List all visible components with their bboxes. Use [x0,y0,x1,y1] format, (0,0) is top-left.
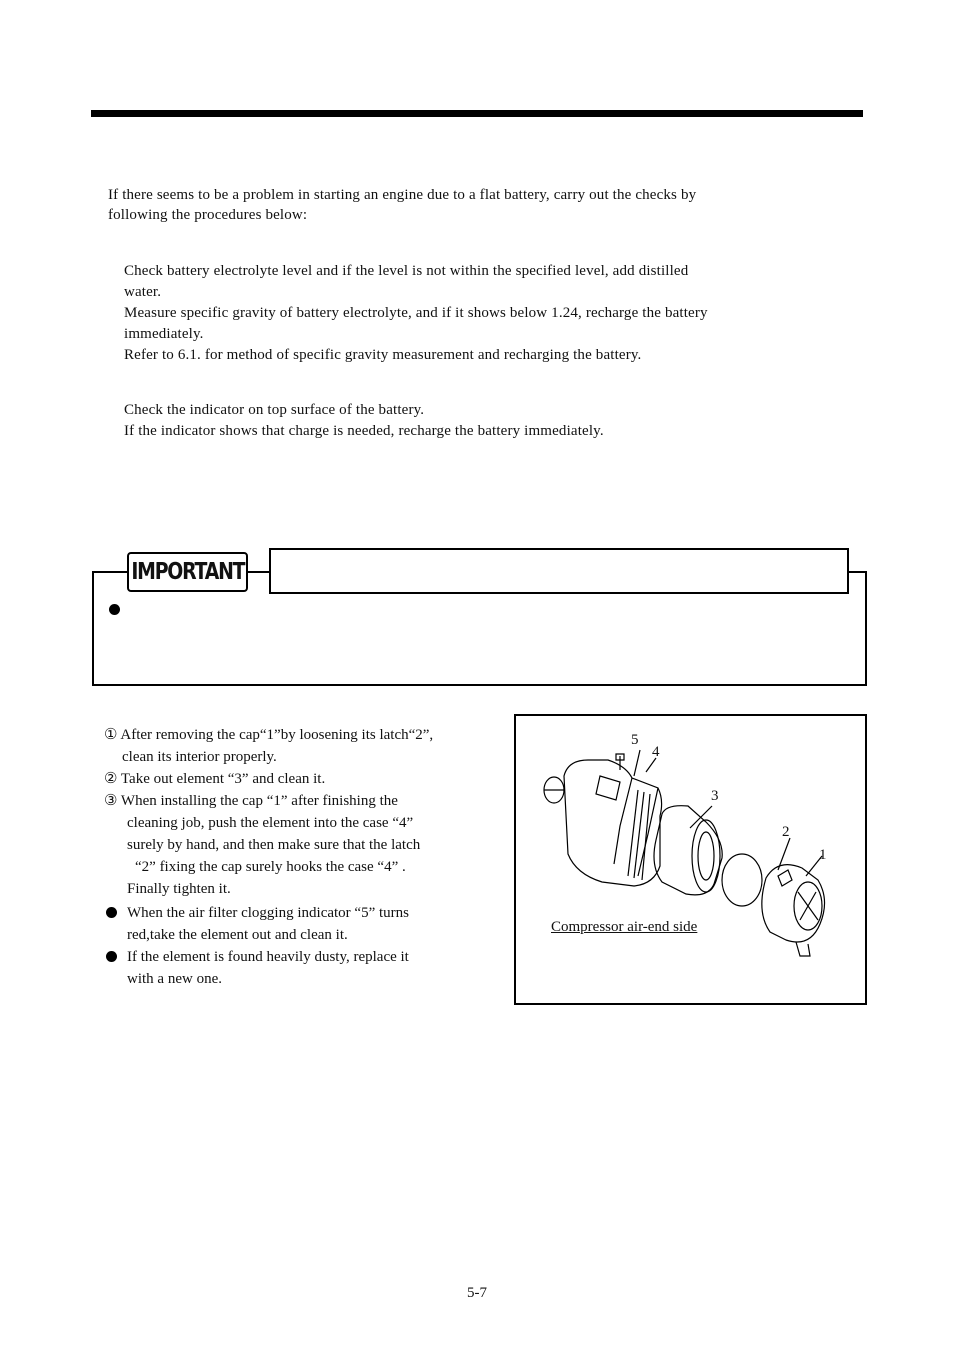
page-number: 5-7 [467,1285,487,1301]
bullet-icon [106,951,117,962]
important-header-bar [269,548,849,594]
bullet-line: When the air filter clogging indicator “5” turns [127,905,409,921]
battery-check-line: Refer to 6.1. for method of specific gravity measurement and recharging the battery. [124,347,642,363]
step-3-line: cleaning job, push the element into the case “4” [127,815,414,831]
battery-check-line: water. [124,284,162,300]
step-2-line: ② Take out element “3” and clean it. [104,771,326,787]
bullet-line: with a new one. [127,971,222,987]
air-filter-exploded-view [516,716,865,1003]
indicator-check-line: Check the indicator on top surface of the battery. [124,402,425,418]
battery-check-line: immediately. [124,326,204,342]
bullet-line: If the element is found heavily dusty, replace it [127,949,409,965]
part-label-5: 5 [631,732,639,748]
important-connector [847,571,863,573]
part-label-3: 3 [711,788,719,804]
intro-line-2: following the procedures below: [108,207,308,223]
header-rule [91,110,863,117]
important-badge-label: IMPORTANT [131,559,244,585]
step-3-line: surely by hand, and then make sure that the latch [127,837,421,853]
step-3-line: ③ When installing the cap “1” after finishing the [104,793,398,809]
important-connector [250,571,270,573]
bullet-item [104,902,504,946]
air-filter-instructions [104,724,504,990]
step-3-line: “2” fixing the cap surely hooks the case “4” . [135,859,406,875]
bullet-icon [109,604,120,615]
diagram-caption: Compressor air-end side [551,919,698,935]
important-badge [127,552,248,592]
battery-check-line: Measure specific gravity of battery electrolyte, and if it shows below 1.24, recharge the battery [124,305,708,321]
part-label-2: 2 [782,824,790,840]
bullet-item [104,946,504,990]
step-1-line: clean its interior properly. [122,749,277,765]
indicator-check-line: If the indicator shows that charge is needed, recharge the battery immediately. [124,423,604,439]
intro-line-1: If there seems to be a problem in starting an engine due to a flat battery, carry out the checks by [108,187,697,203]
air-filter-diagram [514,714,867,1005]
part-label-4: 4 [652,744,660,760]
battery-check-line: Check battery electrolyte level and if the level is not within the specified level, add distilled [124,263,689,279]
part-label-1: 1 [819,847,827,863]
step-3-line: Finally tighten it. [127,881,231,897]
bullet-icon [106,907,117,918]
bullet-line: red,take the element out and clean it. [127,927,348,943]
step-1-line: ① After removing the cap“1”by loosening its latch“2”, [104,727,434,743]
